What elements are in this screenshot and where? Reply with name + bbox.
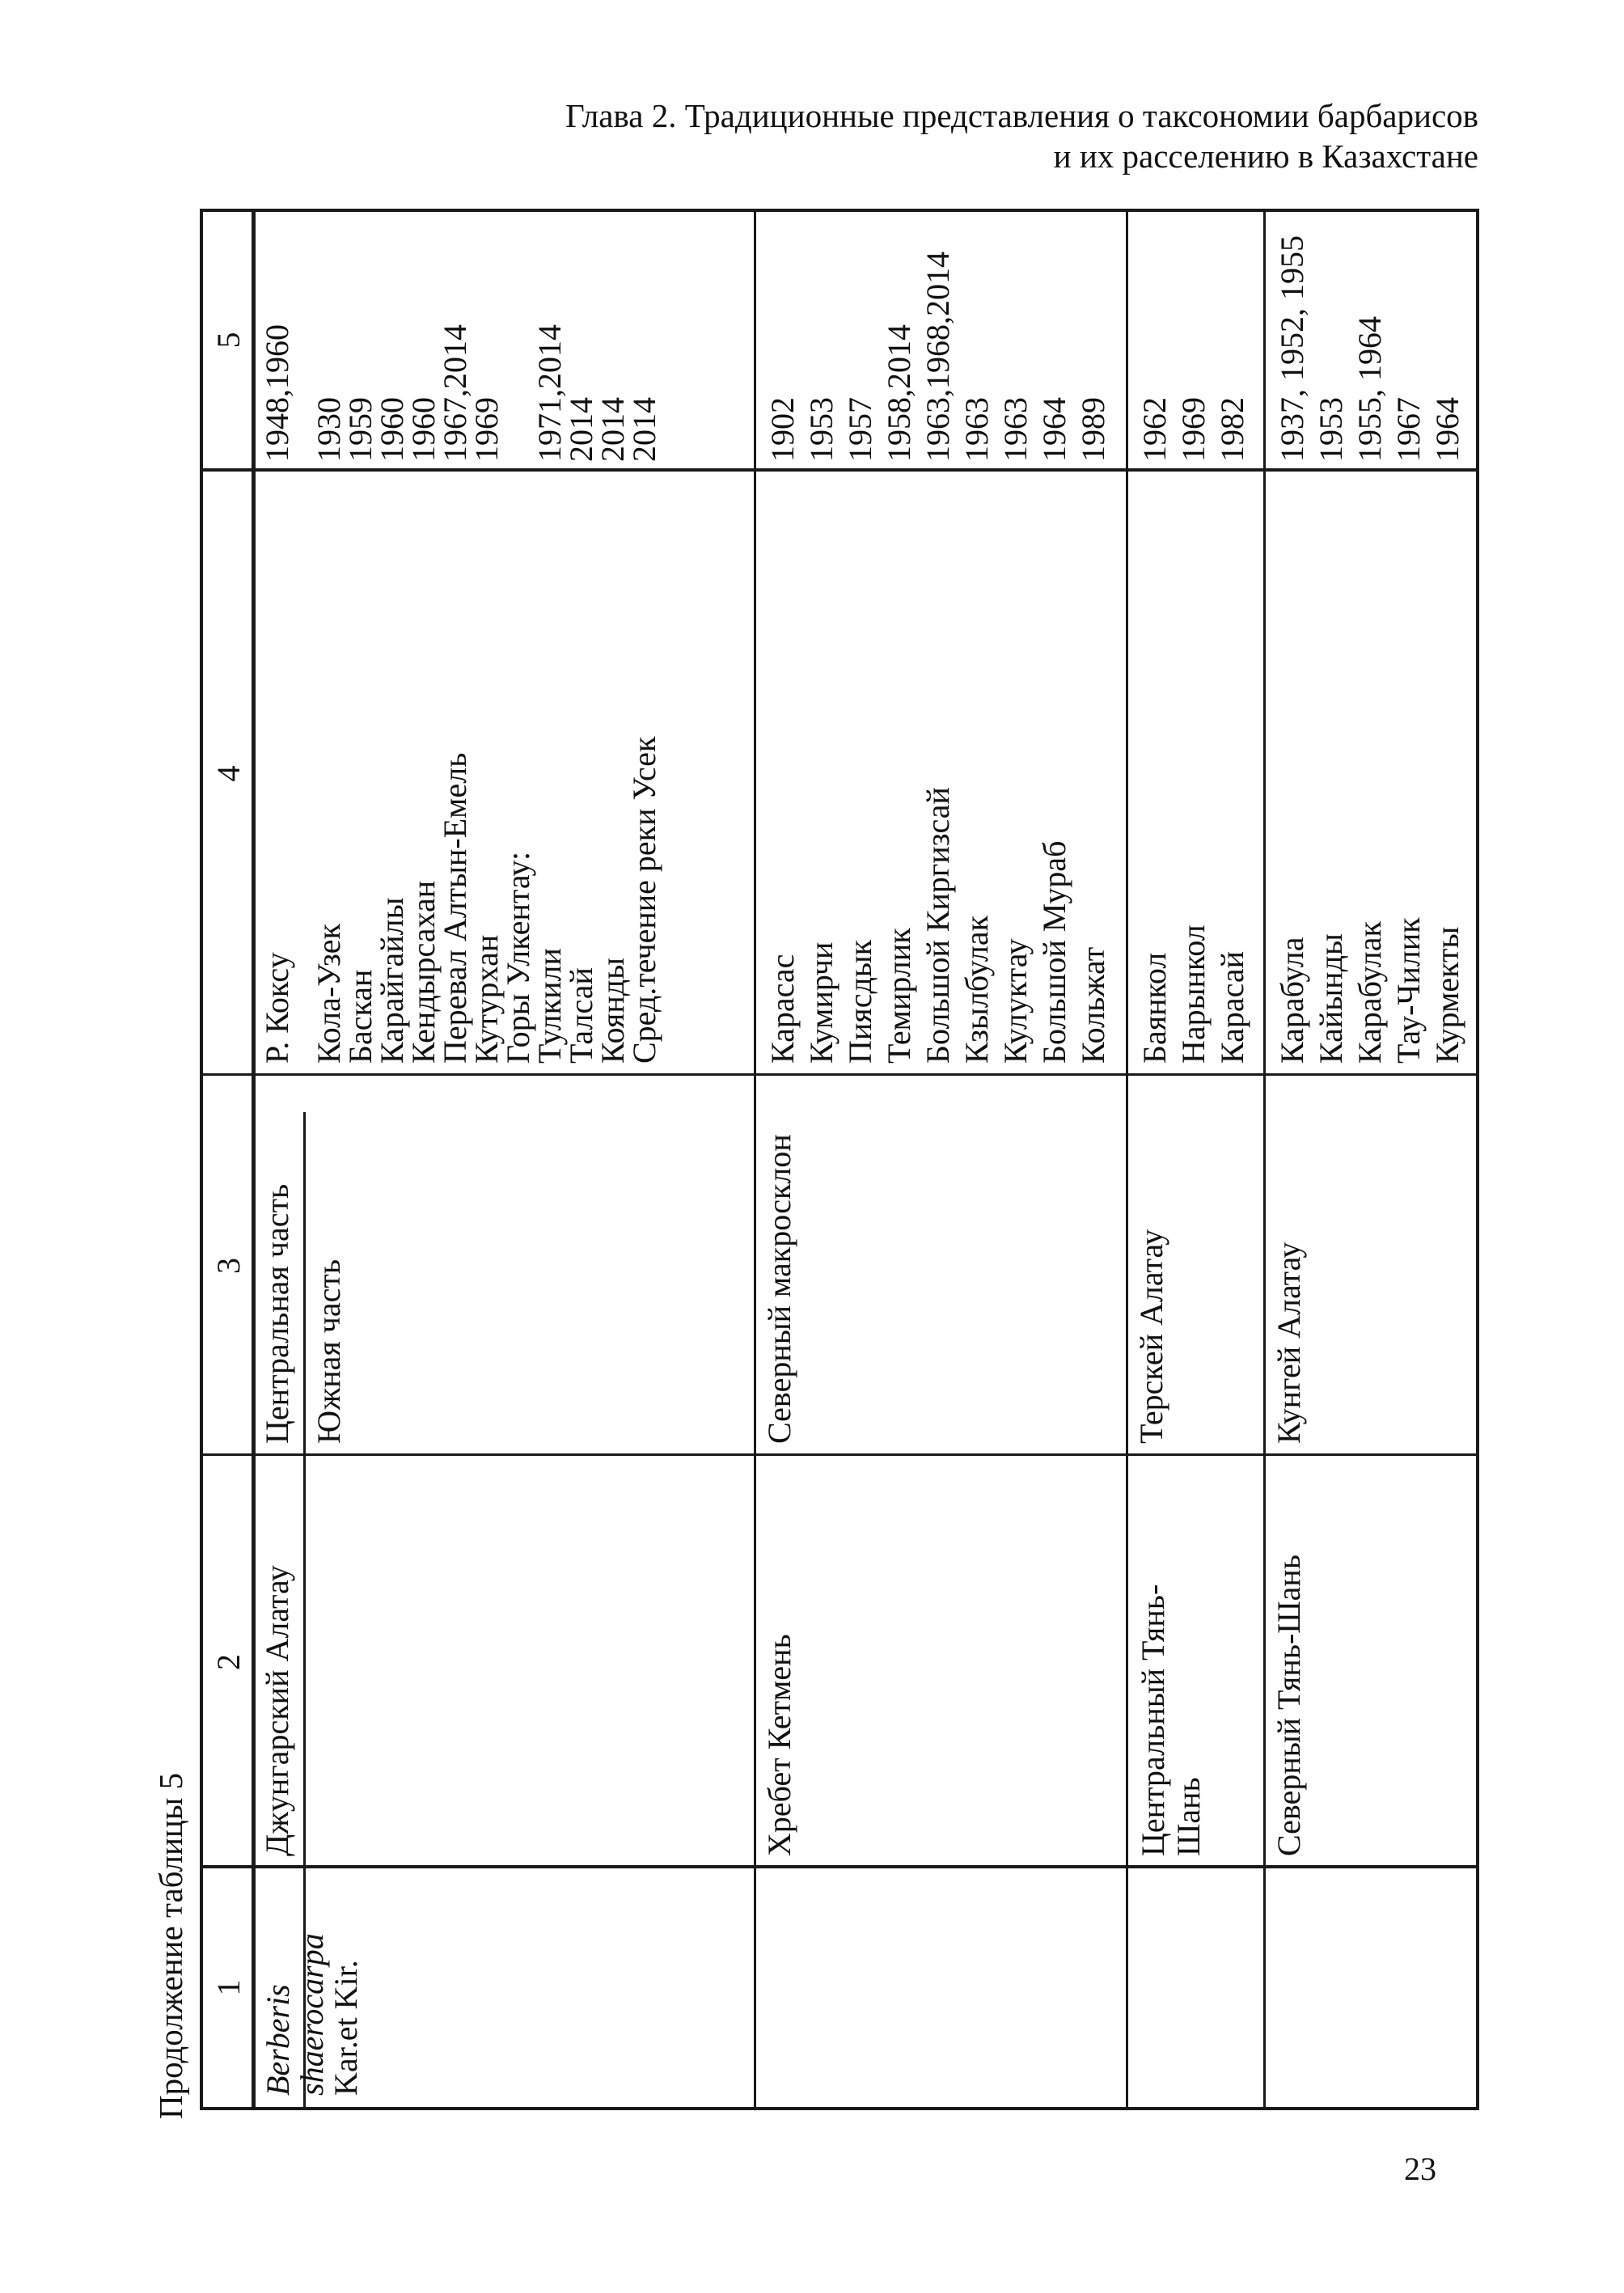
region-cell: Северный Тянь-Шань xyxy=(1271,1554,1307,1856)
year-entry: 1967,2014 xyxy=(437,324,473,462)
place-entry: Кола-Узек xyxy=(311,924,347,1064)
region-cell xyxy=(1136,1584,1207,1856)
place-entry: Курмекты xyxy=(1429,926,1465,1064)
place-entry: Кумирчи xyxy=(803,941,839,1064)
row-divider-2 xyxy=(1126,212,1128,2107)
places-list xyxy=(1136,924,1252,1064)
place-entry: Тау-Чилик xyxy=(1390,917,1427,1064)
running-head-line-1: Глава 2. Традиционные представления о таксономии барбарисов xyxy=(565,97,1478,134)
place-entry: Карасас xyxy=(764,954,801,1064)
year-entry: 1963 xyxy=(997,397,1034,462)
year-entry: 2014 xyxy=(594,397,631,462)
page-number: 23 xyxy=(1404,2151,1436,2187)
species-genus: Berberis xyxy=(260,1984,296,2096)
place-entry: Кзылбулак xyxy=(958,915,995,1064)
places-list xyxy=(261,952,293,1064)
species-epithet: shaerocarpa xyxy=(294,1933,330,2096)
region-line: Центральный Тянь- xyxy=(1135,1584,1171,1856)
header-col-4: 4 xyxy=(210,765,247,782)
place-entry: Кендырсахан xyxy=(405,880,442,1064)
year-entry: 1960 xyxy=(374,397,410,462)
year-entry: 1971,2014 xyxy=(531,324,568,462)
places-list xyxy=(1273,917,1467,1064)
place-entry: Кольжат xyxy=(1075,946,1111,1064)
header-col-1: 1 xyxy=(210,1979,247,1996)
place-entry: Перевал Алтын-Емель xyxy=(437,752,473,1064)
year-entry: 1948,1960 xyxy=(259,324,295,462)
year-entry: 2014 xyxy=(563,397,599,462)
header-col-3: 3 xyxy=(210,1258,247,1274)
place-entry: Большой Киргизсай xyxy=(920,787,956,1064)
year-entry: 1963,1968,2014 xyxy=(920,252,956,462)
col-divider-3-4 xyxy=(203,1073,1476,1076)
year-entry: 1969 xyxy=(1175,397,1212,462)
years-list xyxy=(313,324,660,462)
region-cell: Хребет Кетмень xyxy=(761,1634,797,1856)
year-entry: 1989 xyxy=(1075,397,1111,462)
part-cell: Центральная часть xyxy=(259,1183,295,1444)
year-entry: 1957 xyxy=(842,397,878,462)
region-cell: Джунгарский Алатау xyxy=(259,1565,295,1856)
year-entry: 1962 xyxy=(1136,397,1173,462)
row-divider-1 xyxy=(754,212,756,2107)
place-entry: Р. Коксу xyxy=(259,952,295,1064)
running-head-line-2: и их расселению в Казахстане xyxy=(1053,137,1478,175)
data-table xyxy=(200,209,1479,2110)
place-entry: Горы Улкентау: xyxy=(500,851,536,1064)
year-entry: 1930 xyxy=(311,397,347,462)
years-list xyxy=(261,324,293,462)
year-entry: 1955, 1964 xyxy=(1351,316,1388,462)
table-caption: Продолжение таблицы 5 xyxy=(152,1772,189,2119)
place-entry: Карабулак xyxy=(1351,921,1388,1064)
place-entry: Сред.течение реки Усек xyxy=(626,736,662,1064)
place-entry: Баянкол xyxy=(1136,952,1173,1064)
row-divider-3 xyxy=(1263,212,1266,2107)
place-entry: Карасай xyxy=(1214,950,1250,1064)
year-entry: 1902 xyxy=(764,397,801,462)
year-entry: 2014 xyxy=(626,397,662,462)
place-entry: Карабула xyxy=(1274,937,1310,1064)
col-divider-4-5 xyxy=(203,468,1476,472)
place-entry: Талсай xyxy=(563,967,599,1064)
place-entry: Темирлик xyxy=(881,928,917,1064)
year-entry: 1953 xyxy=(1313,397,1349,462)
place-entry: Пиясдык xyxy=(842,939,878,1064)
header-col-2: 2 xyxy=(210,1654,247,1670)
places-list xyxy=(313,737,660,1064)
year-entry: 1963 xyxy=(958,397,995,462)
years-list xyxy=(1273,235,1467,462)
place-entry: Кулуктау xyxy=(997,938,1034,1064)
species-cell xyxy=(261,1933,363,2096)
part-cell: Северный макросклон xyxy=(761,1134,797,1444)
part-cell: Терскей Алатау xyxy=(1133,1229,1169,1444)
place-entry: Карайгайлы xyxy=(374,897,410,1064)
place-entry: Нарынкол xyxy=(1175,924,1212,1064)
part-cell: Кунгей Алатау xyxy=(1271,1242,1307,1444)
species-author: Kar.et Kir. xyxy=(328,1960,364,2096)
year-entry: 1964 xyxy=(1036,397,1072,462)
places-list xyxy=(763,787,1113,1064)
years-list xyxy=(763,252,1113,462)
place-entry: Кайынды xyxy=(1313,933,1349,1064)
year-entry: 1967 xyxy=(1390,397,1427,462)
col-divider-1-2 xyxy=(203,1865,1476,1868)
year-entry: 1960 xyxy=(405,397,442,462)
place-entry: Баскан xyxy=(342,969,379,1064)
year-entry: 1953 xyxy=(803,397,839,462)
place-entry: Коянды xyxy=(594,958,631,1064)
year-entry: 1959 xyxy=(342,397,379,462)
part-cell: Южная часть xyxy=(311,1259,347,1444)
year-entry: 1958,2014 xyxy=(881,324,917,462)
years-list xyxy=(1136,397,1252,462)
col-divider-2-3 xyxy=(203,1453,1476,1456)
place-entry: Кутурхан xyxy=(468,934,505,1064)
year-entry xyxy=(502,324,534,462)
year-entry: 1937, 1952, 1955 xyxy=(1274,235,1310,462)
region-line: Шань xyxy=(1170,1777,1207,1856)
running-head xyxy=(565,95,1478,176)
year-entry: 1969 xyxy=(468,397,505,462)
place-entry: Тулкили xyxy=(531,948,568,1064)
place-entry: Большой Мураб xyxy=(1036,840,1072,1064)
header-col-5: 5 xyxy=(210,332,247,349)
year-entry: 1964 xyxy=(1429,397,1465,462)
year-entry: 1982 xyxy=(1214,397,1250,462)
